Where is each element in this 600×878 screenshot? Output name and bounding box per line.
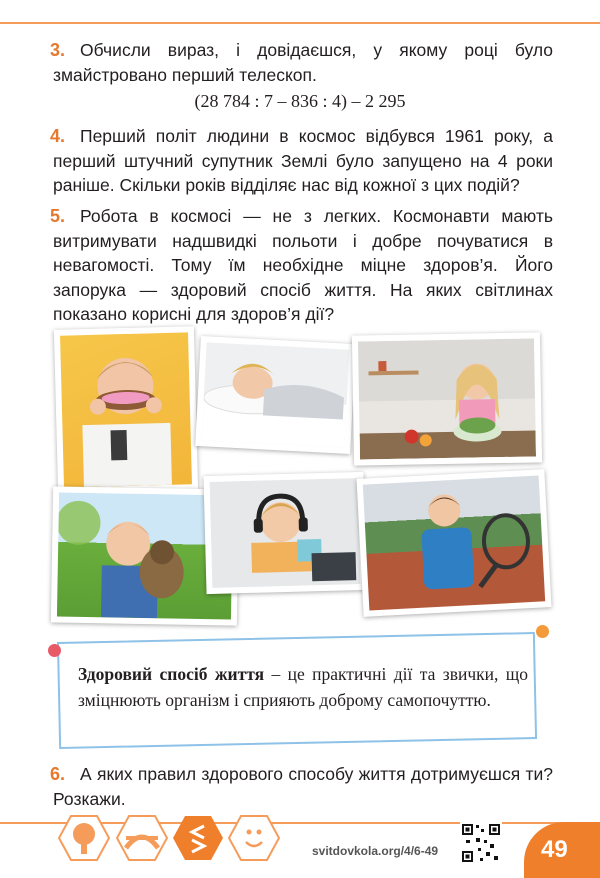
task-6: [50, 762, 553, 811]
task-number: 3.: [50, 40, 66, 60]
math-expression: (28 784 : 7 – 836 : 4) – 2 295: [194, 91, 406, 111]
task-text: А яких правил здорового способу життя дотримуєшся ти? Розкажи.: [53, 764, 553, 809]
task-number: 4.: [50, 126, 66, 146]
qr-code-icon[interactable]: [460, 822, 502, 864]
top-rule: [0, 22, 600, 24]
pin-icon: [536, 625, 549, 638]
task-number: 6.: [50, 764, 66, 784]
task-text: Обчисли вираз, і довідаєшся, у якому році було змайстровано перший телескоп.: [53, 40, 553, 85]
task-5: [50, 204, 553, 327]
task-4: [50, 124, 553, 198]
girl-sleeping-photo: [195, 336, 356, 454]
smile-icon: [228, 814, 280, 862]
boy-eating-donut-photo: [54, 326, 198, 494]
task-3: [50, 38, 553, 87]
page-number-badge: [524, 822, 600, 878]
task-text: Робота в космосі — не з легких. Космонавти мають витримувати надшвидкі польоти і добре почуватися в невагомості. Тому їм необхідне міцне здоров’я. Його запорука — здоровий спосіб життя. На яких світлинах показано корисні для здоров’я дії?: [53, 206, 553, 324]
site-link[interactable]: svitdovkola.org/4/6-49: [312, 844, 439, 858]
definition-term: Здоровий спосіб життя: [78, 664, 265, 684]
task-number: 5.: [50, 206, 66, 226]
page-number: 49: [541, 836, 568, 863]
bridge-icon: [116, 814, 168, 862]
compare-icon: [172, 814, 224, 862]
boy-with-tennis-racket-photo: [357, 469, 552, 617]
tree-icon: [58, 814, 110, 862]
task-text: Перший політ людини в космос відбувся 1961 року, а перший штучний супутник Землі було запущено на 4 роки раніше. Скільки років відділяє нас від кожної з цих подій?: [53, 126, 553, 195]
definition-body: – це практичні дії та звички, що зміцнюють організм і сприяють доброму самопочуттю.: [78, 664, 529, 710]
girl-with-salad-photo: [352, 332, 542, 465]
pin-icon: [48, 644, 61, 657]
definition-text: [78, 661, 528, 713]
boy-with-headphones-laptop-photo: [203, 472, 366, 594]
